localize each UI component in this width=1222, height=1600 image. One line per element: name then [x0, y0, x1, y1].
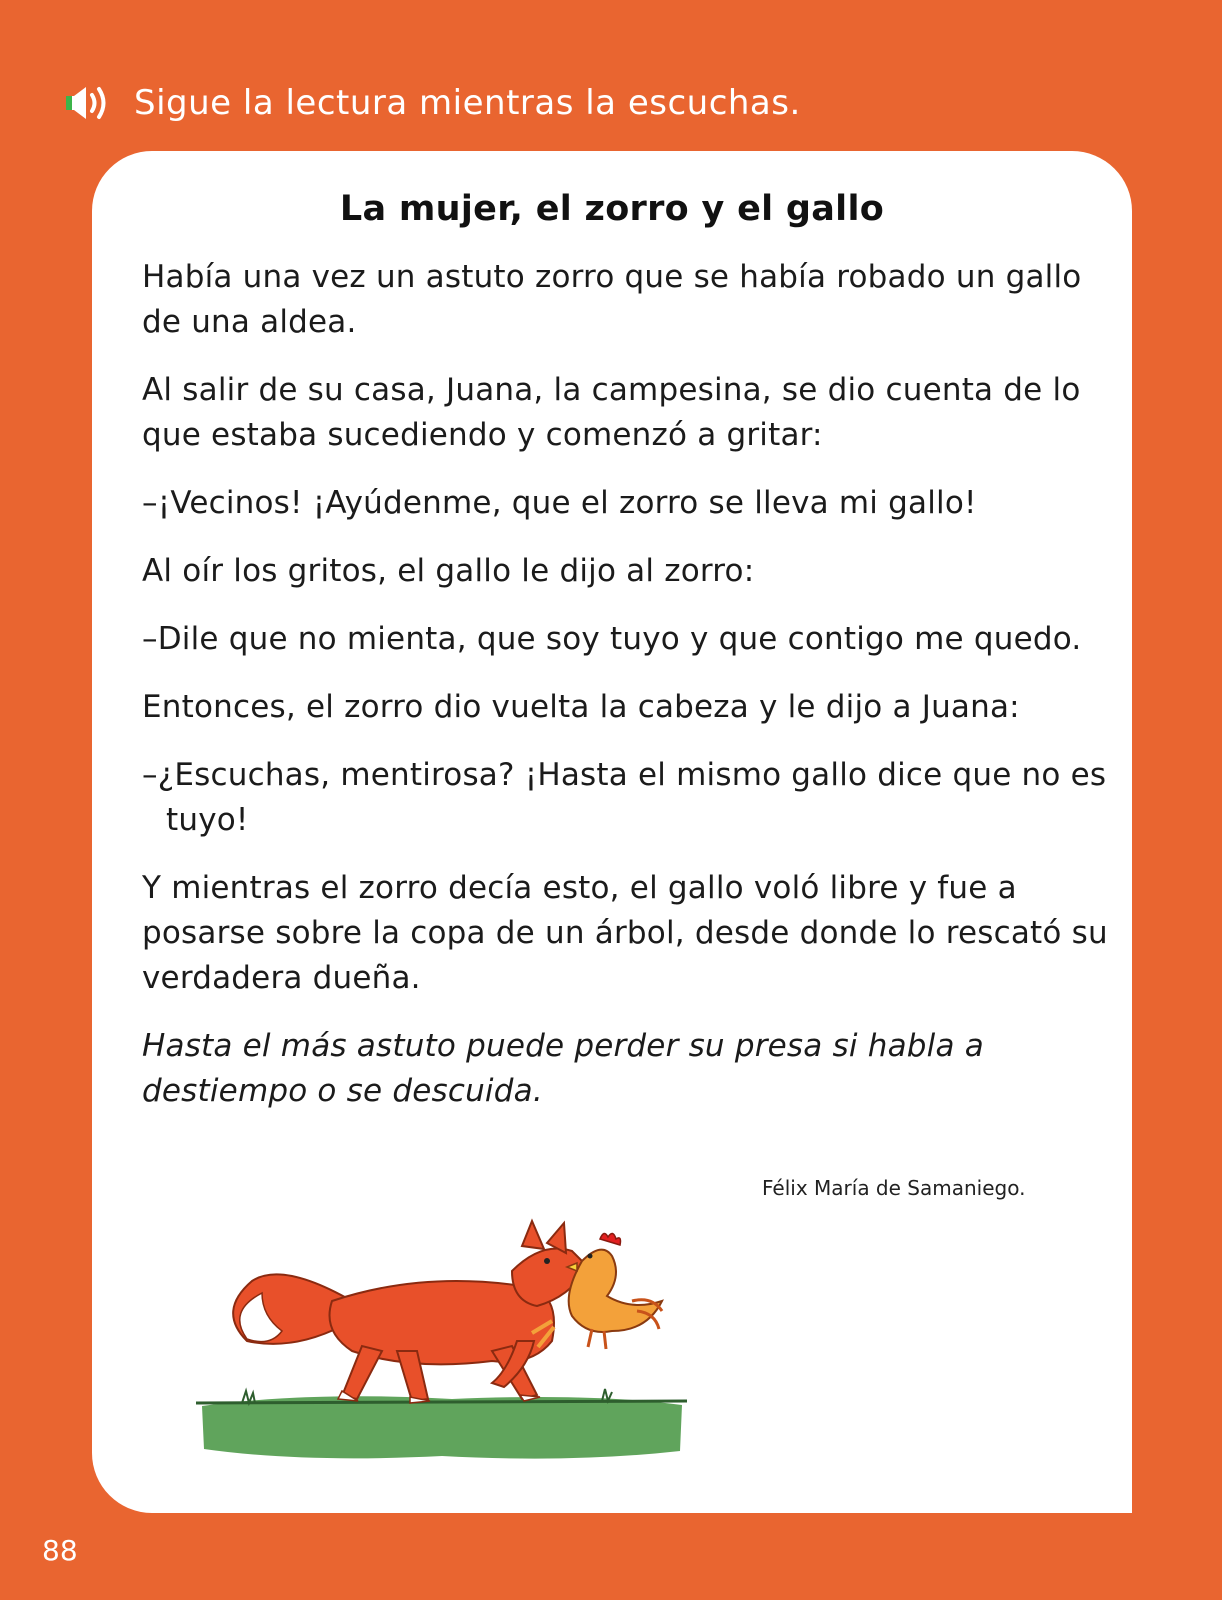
story-body — [142, 255, 1117, 1137]
story-paragraph: Al oír los gritos, el gallo le dijo al zorro: — [142, 553, 755, 589]
story-dialogue: –¿Escuchas, mentirosa? ¡Hasta el mismo gallo dice que no es tuyo! — [142, 757, 1107, 838]
story-author: Félix María de Samaniego. — [762, 1176, 1026, 1200]
story-dialogue: –¡Vecinos! ¡Ayúdenme, que el zorro se lleva mi gallo! — [142, 485, 977, 521]
story-card — [92, 151, 1132, 1513]
fox-carrying-rooster-illustration — [192, 1201, 712, 1461]
story-paragraph: Entonces, el zorro dio vuelta la cabeza y le dijo a Juana: — [142, 689, 1020, 725]
story-title: La mujer, el zorro y el gallo — [339, 189, 885, 229]
story-paragraph: Había una vez un astuto zorro que se había robado un gallo de una aldea. — [142, 259, 1082, 340]
instruction-text: Sigue la lectura mientras la escuchas. — [134, 83, 801, 123]
audio-instruction — [62, 78, 801, 128]
story-paragraph: Al salir de su casa, Juana, la campesina, se dio cuenta de lo que estaba sucediendo y comenzó a gritar: — [142, 372, 1081, 453]
story-dialogue: –Dile que no mienta, que soy tuyo y que contigo me quedo. — [142, 621, 1082, 657]
story-moral: Hasta el más astuto puede perder su presa si habla a destiempo o se descuida. — [142, 1028, 984, 1109]
story-paragraph: Y mientras el zorro decía esto, el gallo voló libre y fue a posarse sobre la copa de un árbol, desde donde lo rescató su verdadera dueña. — [142, 870, 1108, 996]
page-number: 88 — [42, 1534, 78, 1567]
speaker-icon[interactable] — [62, 83, 112, 123]
